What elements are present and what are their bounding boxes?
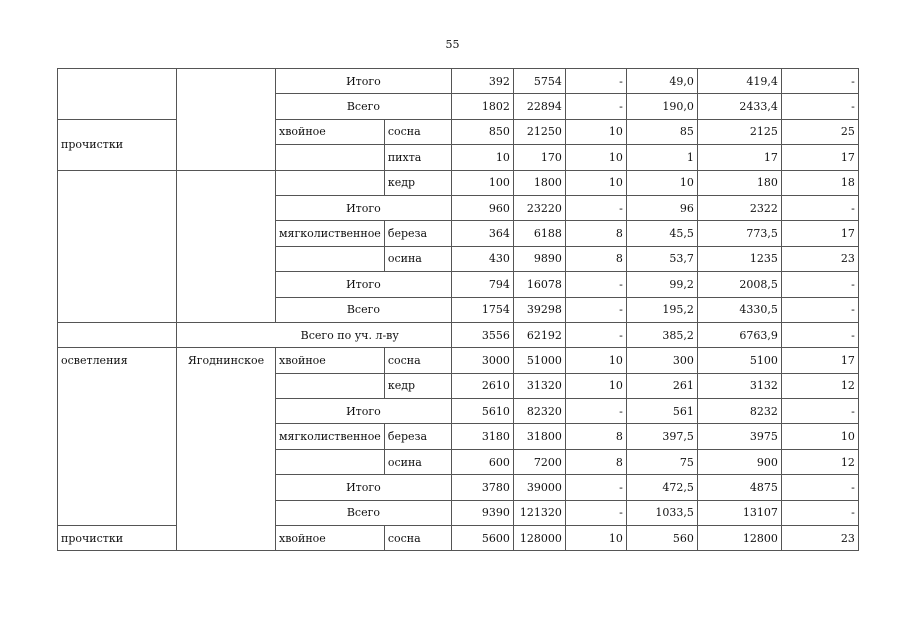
intensity-cell: 10 <box>565 170 626 195</box>
annual-stock-cell: 6763,9 <box>697 322 781 347</box>
work-type-cell: прочистки <box>58 119 177 170</box>
removal-cell: - <box>781 272 858 297</box>
intensity-cell: 8 <box>565 246 626 271</box>
area-cell: 2610 <box>451 373 513 398</box>
annual-stock-cell: 2008,5 <box>697 272 781 297</box>
annual-area-cell: 99,2 <box>626 272 697 297</box>
removal-cell: 12 <box>781 449 858 474</box>
table-row <box>58 170 859 195</box>
area-cell: 5610 <box>451 399 513 424</box>
work-type-cell <box>58 69 177 120</box>
stock-cell: 6188 <box>513 221 565 246</box>
subtotal-label: Итого <box>276 195 452 220</box>
stock-cell: 21250 <box>513 119 565 144</box>
stock-cell: 62192 <box>513 322 565 347</box>
page-number: 55 <box>445 38 460 51</box>
annual-stock-cell: 3975 <box>697 424 781 449</box>
annual-area-cell: 1033,5 <box>626 500 697 525</box>
annual-stock-cell: 180 <box>697 170 781 195</box>
annual-area-cell: 190,0 <box>626 94 697 119</box>
intensity-cell: - <box>565 322 626 347</box>
removal-cell: - <box>781 297 858 322</box>
area-cell: 3780 <box>451 475 513 500</box>
area-cell: 430 <box>451 246 513 271</box>
removal-cell: - <box>781 500 858 525</box>
stock-cell: 16078 <box>513 272 565 297</box>
intensity-cell: 10 <box>565 373 626 398</box>
removal-cell: 18 <box>781 170 858 195</box>
area-cell: 10 <box>451 145 513 170</box>
species-cell: береза <box>384 424 451 449</box>
area-cell: 960 <box>451 195 513 220</box>
total-label: Всего <box>276 500 452 525</box>
species-cell: осина <box>384 449 451 474</box>
work-type-cell <box>58 170 177 322</box>
removal-cell: 23 <box>781 246 858 271</box>
intensity-cell: - <box>565 69 626 94</box>
intensity-cell: 8 <box>565 449 626 474</box>
forestry-cell <box>177 69 276 171</box>
annual-stock-cell: 8232 <box>697 399 781 424</box>
stock-cell: 9890 <box>513 246 565 271</box>
stock-cell: 23220 <box>513 195 565 220</box>
removal-cell: - <box>781 322 858 347</box>
stock-cell: 39000 <box>513 475 565 500</box>
area-cell: 3556 <box>451 322 513 347</box>
annual-area-cell: 85 <box>626 119 697 144</box>
annual-area-cell: 53,7 <box>626 246 697 271</box>
species-group-cell <box>276 145 385 170</box>
species-cell: кедр <box>384 373 451 398</box>
species-group-cell <box>276 373 385 398</box>
table-row <box>58 69 859 94</box>
removal-cell: 17 <box>781 145 858 170</box>
intensity-cell: 10 <box>565 526 626 551</box>
species-group-cell: хвойное <box>276 348 385 373</box>
annual-area-cell: 45,5 <box>626 221 697 246</box>
species-group-cell <box>276 170 385 195</box>
removal-cell: - <box>781 399 858 424</box>
area-cell: 794 <box>451 272 513 297</box>
species-cell: кедр <box>384 170 451 195</box>
annual-stock-cell: 17 <box>697 145 781 170</box>
annual-stock-cell: 2433,4 <box>697 94 781 119</box>
forestry-total-label: Всего по уч. л-ву <box>177 322 452 347</box>
removal-cell: 25 <box>781 119 858 144</box>
subtotal-label: Итого <box>276 69 452 94</box>
intensity-cell: - <box>565 399 626 424</box>
annual-area-cell: 75 <box>626 449 697 474</box>
stock-cell: 31320 <box>513 373 565 398</box>
area-cell: 3000 <box>451 348 513 373</box>
species-group-cell: хвойное <box>276 119 385 144</box>
species-group-cell <box>276 449 385 474</box>
annual-area-cell: 560 <box>626 526 697 551</box>
intensity-cell: - <box>565 297 626 322</box>
annual-area-cell: 300 <box>626 348 697 373</box>
removal-cell: - <box>781 94 858 119</box>
intensity-cell: - <box>565 195 626 220</box>
annual-area-cell: 472,5 <box>626 475 697 500</box>
area-cell: 392 <box>451 69 513 94</box>
annual-area-cell: 261 <box>626 373 697 398</box>
stock-cell: 5754 <box>513 69 565 94</box>
intensity-cell: 10 <box>565 145 626 170</box>
stock-cell: 22894 <box>513 94 565 119</box>
species-group-cell: хвойное <box>276 526 385 551</box>
removal-cell: - <box>781 195 858 220</box>
table-row <box>58 322 859 347</box>
annual-area-cell: 1 <box>626 145 697 170</box>
area-cell: 5600 <box>451 526 513 551</box>
annual-area-cell: 397,5 <box>626 424 697 449</box>
intensity-cell: - <box>565 500 626 525</box>
total-label: Всего <box>276 94 452 119</box>
annual-stock-cell: 13107 <box>697 500 781 525</box>
subtotal-label: Итого <box>276 272 452 297</box>
species-cell: сосна <box>384 526 451 551</box>
species-cell: береза <box>384 221 451 246</box>
stock-cell: 31800 <box>513 424 565 449</box>
forest-thinning-table <box>57 68 859 551</box>
stock-cell: 82320 <box>513 399 565 424</box>
annual-stock-cell: 2322 <box>697 195 781 220</box>
intensity-cell: 10 <box>565 348 626 373</box>
intensity-cell: 8 <box>565 424 626 449</box>
species-group-cell: мягколиственное <box>276 424 385 449</box>
annual-stock-cell: 3132 <box>697 373 781 398</box>
removal-cell: - <box>781 475 858 500</box>
subtotal-label: Итого <box>276 475 452 500</box>
work-type-cell: прочистки <box>58 526 177 551</box>
removal-cell: 17 <box>781 348 858 373</box>
work-type-cell: осветления <box>58 348 177 526</box>
stock-cell: 170 <box>513 145 565 170</box>
area-cell: 9390 <box>451 500 513 525</box>
forestry-cell <box>177 170 276 322</box>
annual-stock-cell: 900 <box>697 449 781 474</box>
species-cell: пихта <box>384 145 451 170</box>
intensity-cell: - <box>565 272 626 297</box>
annual-area-cell: 385,2 <box>626 322 697 347</box>
area-cell: 1754 <box>451 297 513 322</box>
annual-stock-cell: 4875 <box>697 475 781 500</box>
annual-area-cell: 195,2 <box>626 297 697 322</box>
stock-cell: 121320 <box>513 500 565 525</box>
stock-cell: 1800 <box>513 170 565 195</box>
annual-area-cell: 10 <box>626 170 697 195</box>
annual-stock-cell: 5100 <box>697 348 781 373</box>
area-cell: 3180 <box>451 424 513 449</box>
annual-stock-cell: 4330,5 <box>697 297 781 322</box>
species-group-cell: мягколиственное <box>276 221 385 246</box>
removal-cell: 10 <box>781 424 858 449</box>
work-type-cell <box>58 322 177 347</box>
area-cell: 100 <box>451 170 513 195</box>
intensity-cell: 8 <box>565 221 626 246</box>
annual-stock-cell: 773,5 <box>697 221 781 246</box>
table-row <box>58 348 859 373</box>
stock-cell: 51000 <box>513 348 565 373</box>
annual-area-cell: 96 <box>626 195 697 220</box>
species-group-cell <box>276 246 385 271</box>
stock-cell: 7200 <box>513 449 565 474</box>
species-cell: сосна <box>384 348 451 373</box>
total-label: Всего <box>276 297 452 322</box>
removal-cell: 17 <box>781 221 858 246</box>
annual-area-cell: 49,0 <box>626 69 697 94</box>
removal-cell: 12 <box>781 373 858 398</box>
forestry-cell: Ягоднинское <box>177 348 276 551</box>
area-cell: 364 <box>451 221 513 246</box>
annual-stock-cell: 1235 <box>697 246 781 271</box>
intensity-cell: 10 <box>565 119 626 144</box>
stock-cell: 39298 <box>513 297 565 322</box>
intensity-cell: - <box>565 94 626 119</box>
intensity-cell: - <box>565 475 626 500</box>
species-cell: осина <box>384 246 451 271</box>
species-cell: сосна <box>384 119 451 144</box>
area-cell: 600 <box>451 449 513 474</box>
annual-stock-cell: 12800 <box>697 526 781 551</box>
subtotal-label: Итого <box>276 399 452 424</box>
annual-stock-cell: 2125 <box>697 119 781 144</box>
area-cell: 850 <box>451 119 513 144</box>
annual-stock-cell: 419,4 <box>697 69 781 94</box>
removal-cell: - <box>781 69 858 94</box>
area-cell: 1802 <box>451 94 513 119</box>
annual-area-cell: 561 <box>626 399 697 424</box>
removal-cell: 23 <box>781 526 858 551</box>
stock-cell: 128000 <box>513 526 565 551</box>
